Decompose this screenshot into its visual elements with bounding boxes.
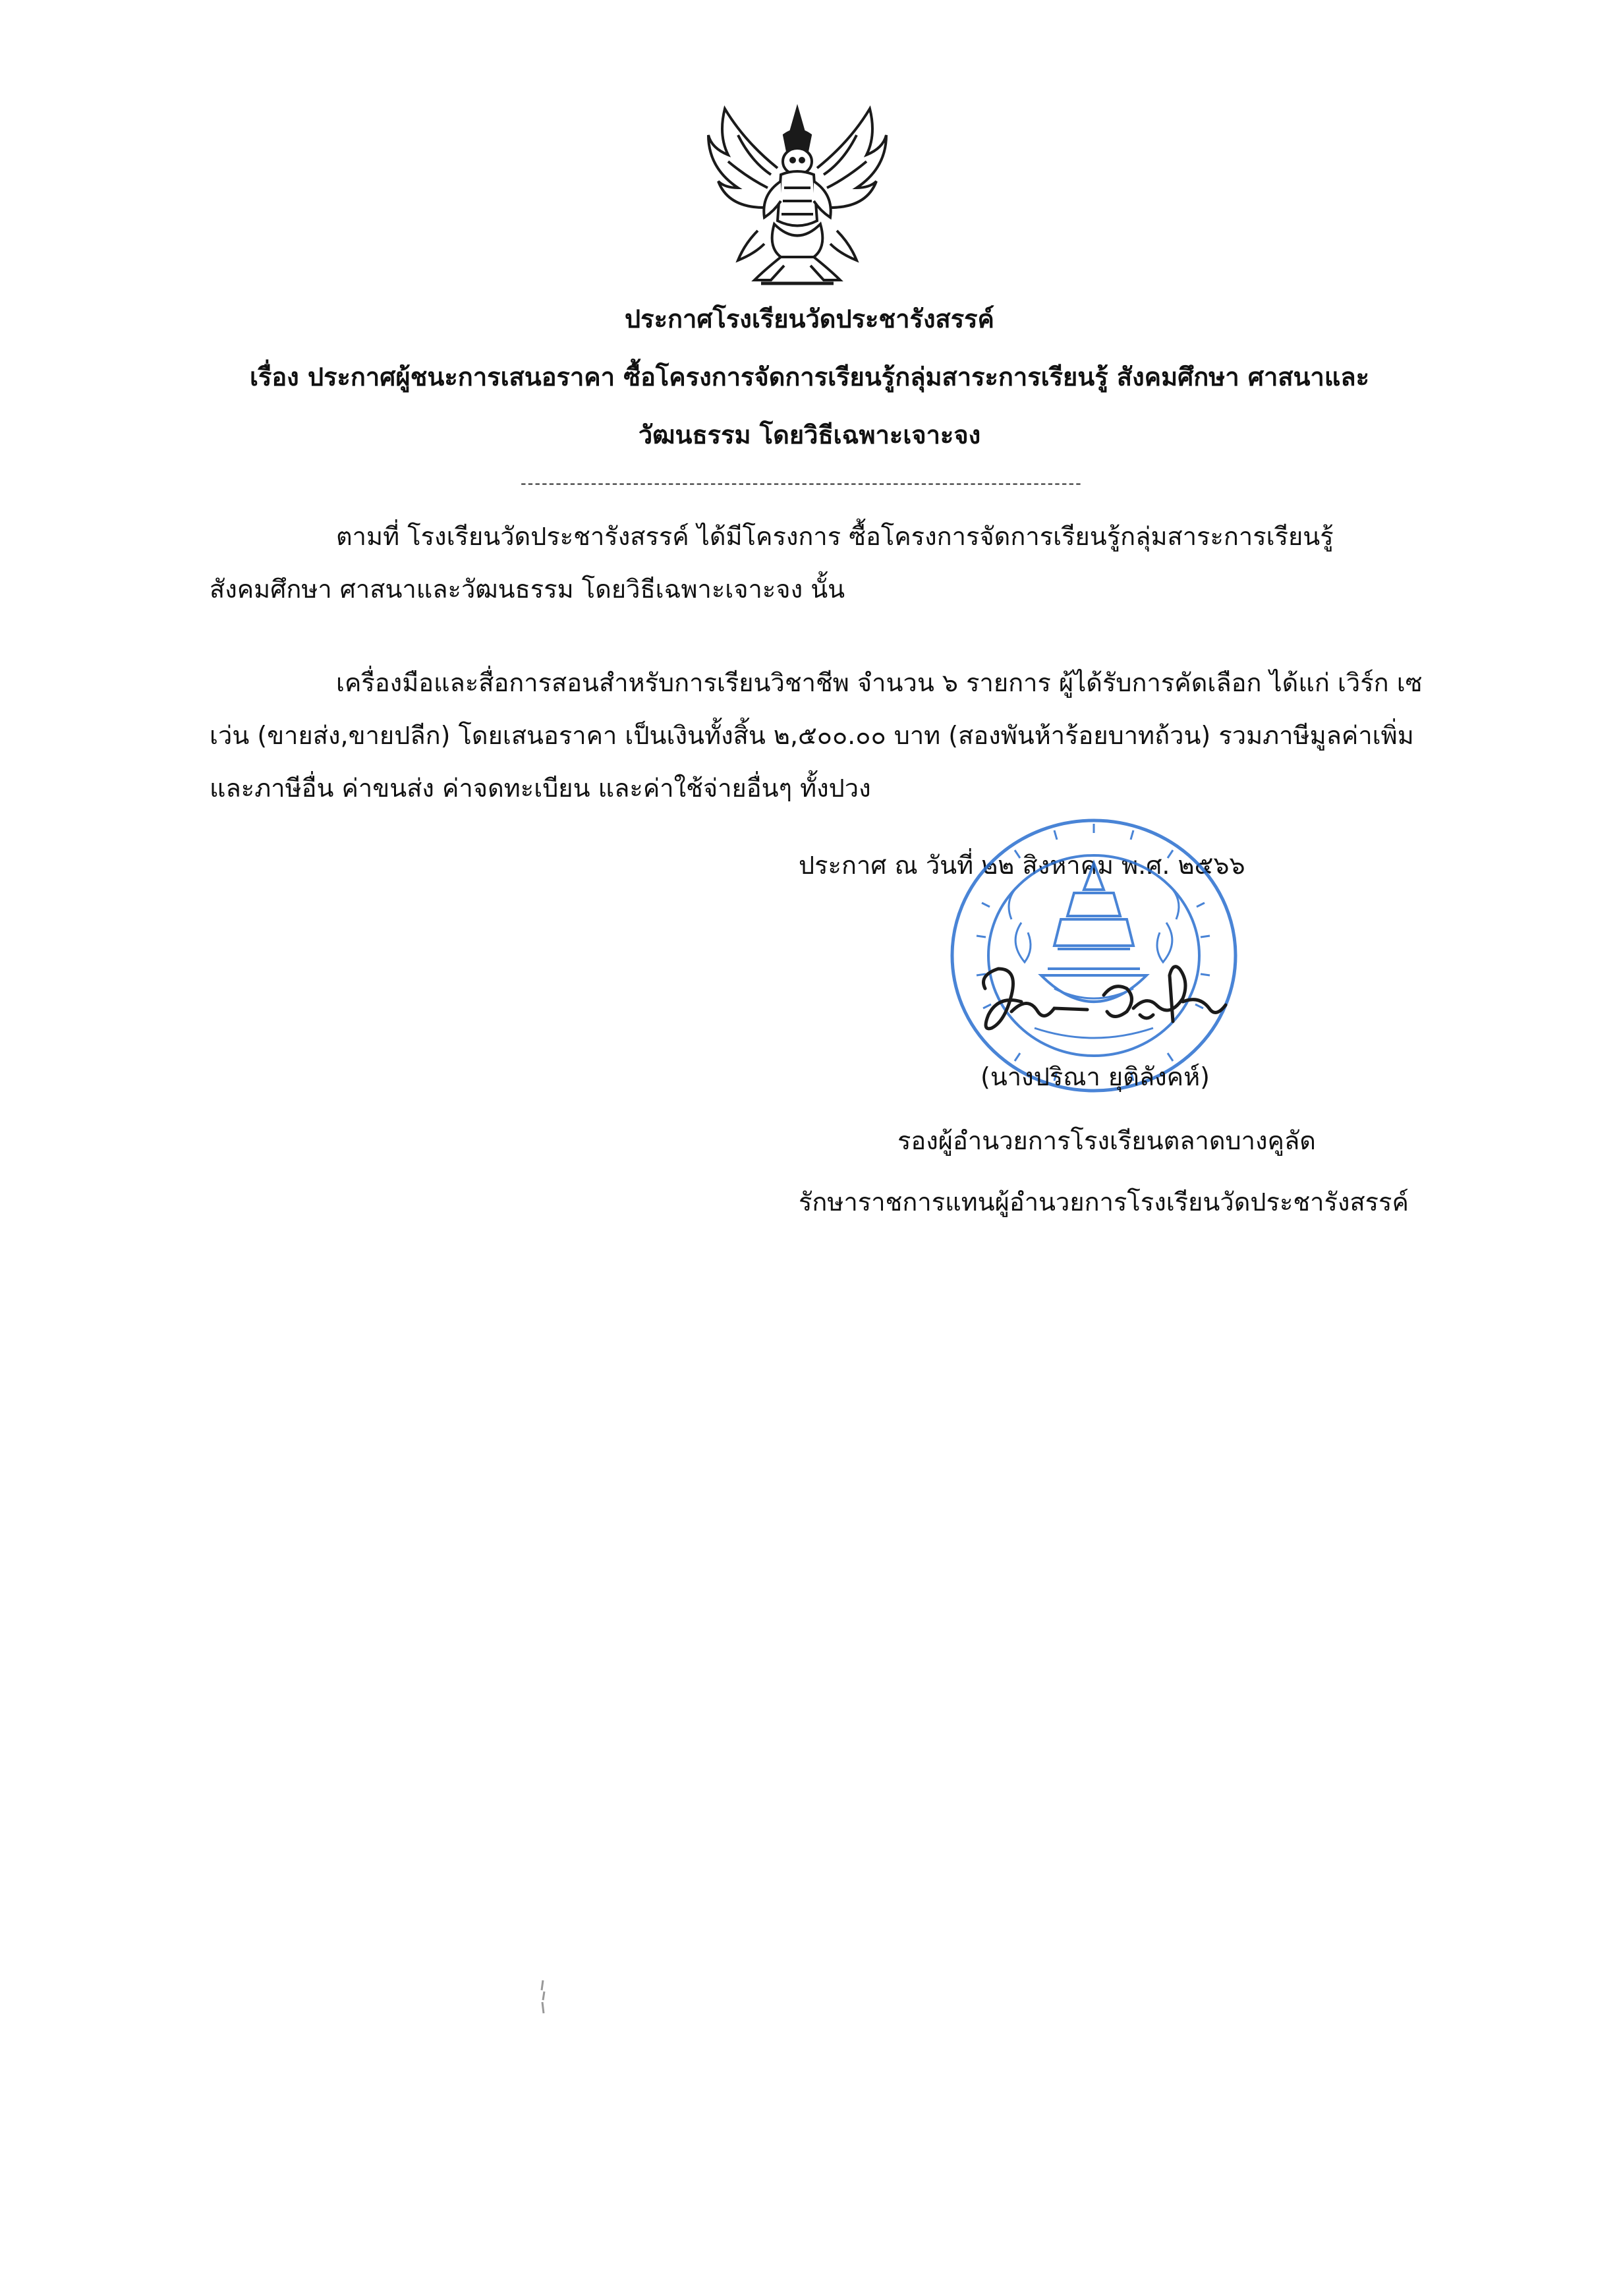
paragraph-2-line-3: และภาษีอื่น ค่าขนส่ง ค่าจดทะเบียน และค่าใช้จ่ายอื่นๆ ทั้งปวง — [210, 774, 871, 803]
signer-position-1: รองผู้อำนวยการโรงเรียนตลาดบางคูลัด — [897, 1126, 1316, 1155]
paragraph-2-line-1: เครื่องมือและสื่อการสอนสำหรับการเรียนวิชาชีพ จำนวน ๖ รายการ ผู้ได้รับการคัดเลือก ได้แก่ เวิร์ก เซ — [336, 668, 1423, 697]
document-title: ประกาศโรงเรียนวัดประชารังสรรค์ — [625, 304, 994, 333]
scan-smudge-mark — [534, 1977, 554, 2017]
announcement-date: ประกาศ ณ วันที่ ๒๒ สิงหาคม พ.ศ. ๒๕๖๖ — [799, 851, 1245, 880]
subject-line-2: วัฒนธรรม โดยวิธีเฉพาะเจาะจง — [638, 420, 981, 449]
paragraph-1-line-2: สังคมศึกษา ศาสนาและวัฒนธรรม โดยวิธีเฉพาะเจาะจง นั้น — [210, 575, 845, 604]
separator-line: -------------------------------------------------------------------------------- — [521, 474, 1083, 492]
garuda-emblem-icon — [698, 96, 896, 293]
handwritten-signature — [972, 949, 1236, 1054]
paragraph-1-line-1: ตามที่ โรงเรียนวัดประชารังสรรค์ ได้มีโครงการ ซื้อโครงการจัดการเรียนรู้กลุ่มสาระการเรียนรู้ — [336, 522, 1334, 551]
signer-position-2: รักษาราชการแทนผู้อำนวยการโรงเรียนวัดประชารังสรรค์ — [799, 1188, 1409, 1217]
subject-line-1: เรื่อง ประกาศผู้ชนะการเสนอราคา ซื้อโครงการจัดการเรียนรู้กลุ่มสาระการเรียนรู้ สังคมศึกษา ศาสนาและ — [249, 362, 1370, 391]
signer-name: (นางปริณา ยุติลังคห์) — [980, 1062, 1210, 1091]
paragraph-2-line-2: เว่น (ขายส่ง,ขายปลีก) โดยเสนอราคา เป็นเงินทั้งสิ้น ๒,๕๐๐.๐๐ บาท (สองพันห้าร้อยบาทถ้วน) รวมภาษีมูลค่าเพิ่ม — [210, 721, 1414, 750]
